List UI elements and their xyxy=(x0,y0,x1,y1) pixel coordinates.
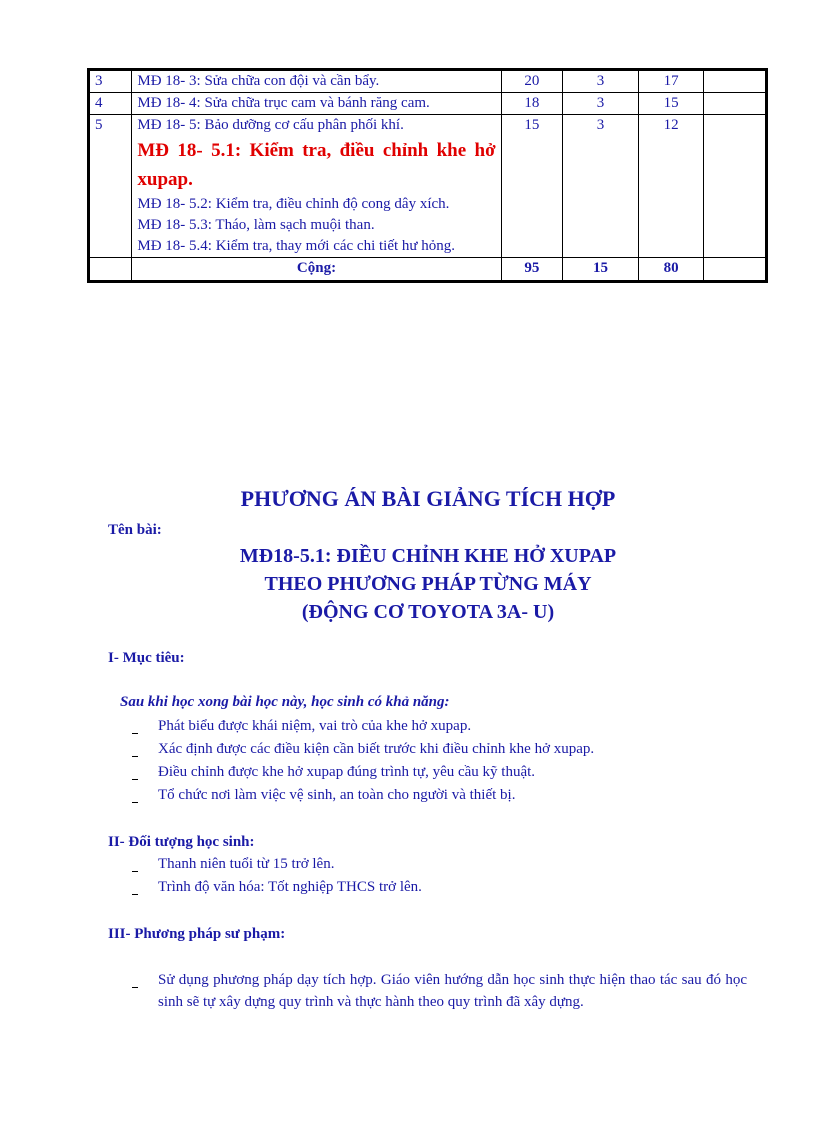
list-item: Phát biểu được khái niệm, vai trò của khe hở xupap. xyxy=(132,715,747,738)
students-list xyxy=(132,853,747,899)
list-item: Điều chỉnh được khe hở xupap đúng trình tự, yêu cầu kỹ thuật. xyxy=(132,761,747,784)
total-hours: 95 xyxy=(501,258,563,282)
highlighted-submodule: MĐ 18- 5.1: Kiểm tra, điều chỉnh khe hở xupap. xyxy=(137,140,496,190)
curriculum-table xyxy=(87,68,768,283)
lesson-label: Tên bài: xyxy=(108,522,162,538)
hours-total: 20 xyxy=(501,70,563,93)
section-heading-objectives: I- Mục tiêu: xyxy=(108,650,185,666)
row-number: 3 xyxy=(89,70,132,93)
empty-cell xyxy=(704,93,767,115)
hours-total: 15 xyxy=(501,115,563,258)
pedagogy-list xyxy=(132,969,747,1013)
objectives-list xyxy=(132,715,747,807)
objectives-intro: Sau khi học xong bài học này, học sinh có khả năng: xyxy=(120,694,450,710)
list-item: Xác định được các điều kiện cần biết trước khi điều chỉnh khe hở xupap. xyxy=(132,738,747,761)
module-name: MĐ 18- 3: Sửa chữa con đội và cần bẩy. xyxy=(132,70,501,93)
total-label: Cộng: xyxy=(132,258,501,282)
lesson-title-line: (ĐỘNG CƠ TOYOTA 3A- U) xyxy=(301,601,555,623)
empty-cell xyxy=(704,115,767,258)
table-row xyxy=(89,70,767,93)
module-name: MĐ 18- 5: Bảo dưỡng cơ cấu phân phối khí. xyxy=(137,117,404,133)
list-item: Thanh niên tuổi từ 15 trở lên. xyxy=(132,853,747,876)
total-row xyxy=(89,258,767,282)
submodule: MĐ 18- 5.3: Tháo, làm sạch muội than. xyxy=(137,217,375,233)
lesson-title-line: THEO PHƯƠNG PHÁP TỪNG MÁY xyxy=(264,573,592,595)
lesson-title xyxy=(0,542,816,626)
section-heading-students: II- Đối tượng học sinh: xyxy=(108,834,255,850)
section-heading-pedagogy: III- Phương pháp sư phạm: xyxy=(108,926,286,942)
empty-cell xyxy=(704,70,767,93)
module-name: MĐ 18- 4: Sửa chữa trục cam và bánh răng cam. xyxy=(132,93,501,115)
hours-practice: 15 xyxy=(638,93,704,115)
submodule: MĐ 18- 5.4: Kiểm tra, thay mới các chi tiết hư hỏng. xyxy=(137,238,456,254)
list-item: Trình độ văn hóa: Tốt nghiệp THCS trở lên. xyxy=(132,876,747,899)
hours-practice: 17 xyxy=(638,70,704,93)
document-title: PHƯƠNG ÁN BÀI GIẢNG TÍCH HỢP xyxy=(240,486,616,511)
lesson-title-line: MĐ18-5.1: ĐIỀU CHỈNH KHE HỞ XUPAP xyxy=(239,545,617,567)
hours-theory: 3 xyxy=(563,70,639,93)
row-number: 5 xyxy=(89,115,132,258)
submodule: MĐ 18- 5.2: Kiểm tra, điều chỉnh độ cong dây xích. xyxy=(137,196,450,212)
hours-theory: 3 xyxy=(563,115,639,258)
row-number: 4 xyxy=(89,93,132,115)
total-practice: 80 xyxy=(638,258,704,282)
hours-total: 18 xyxy=(501,93,563,115)
table-row xyxy=(89,93,767,115)
table-row xyxy=(89,115,767,258)
hours-practice: 12 xyxy=(638,115,704,258)
hours-theory: 3 xyxy=(563,93,639,115)
empty-cell xyxy=(704,258,767,282)
list-item: Tổ chức nơi làm việc vệ sinh, an toàn cho người và thiết bị. xyxy=(132,784,747,807)
module-details xyxy=(132,115,501,258)
list-item: Sử dụng phương pháp dạy tích hợp. Giáo viên hướng dẫn học sinh thực hiện thao tác sau đó học sinh sẽ tự xây dựng quy trình và thực hành theo quy trình đã xây dựng. xyxy=(132,969,747,1013)
empty-cell xyxy=(89,258,132,282)
total-theory: 15 xyxy=(563,258,639,282)
